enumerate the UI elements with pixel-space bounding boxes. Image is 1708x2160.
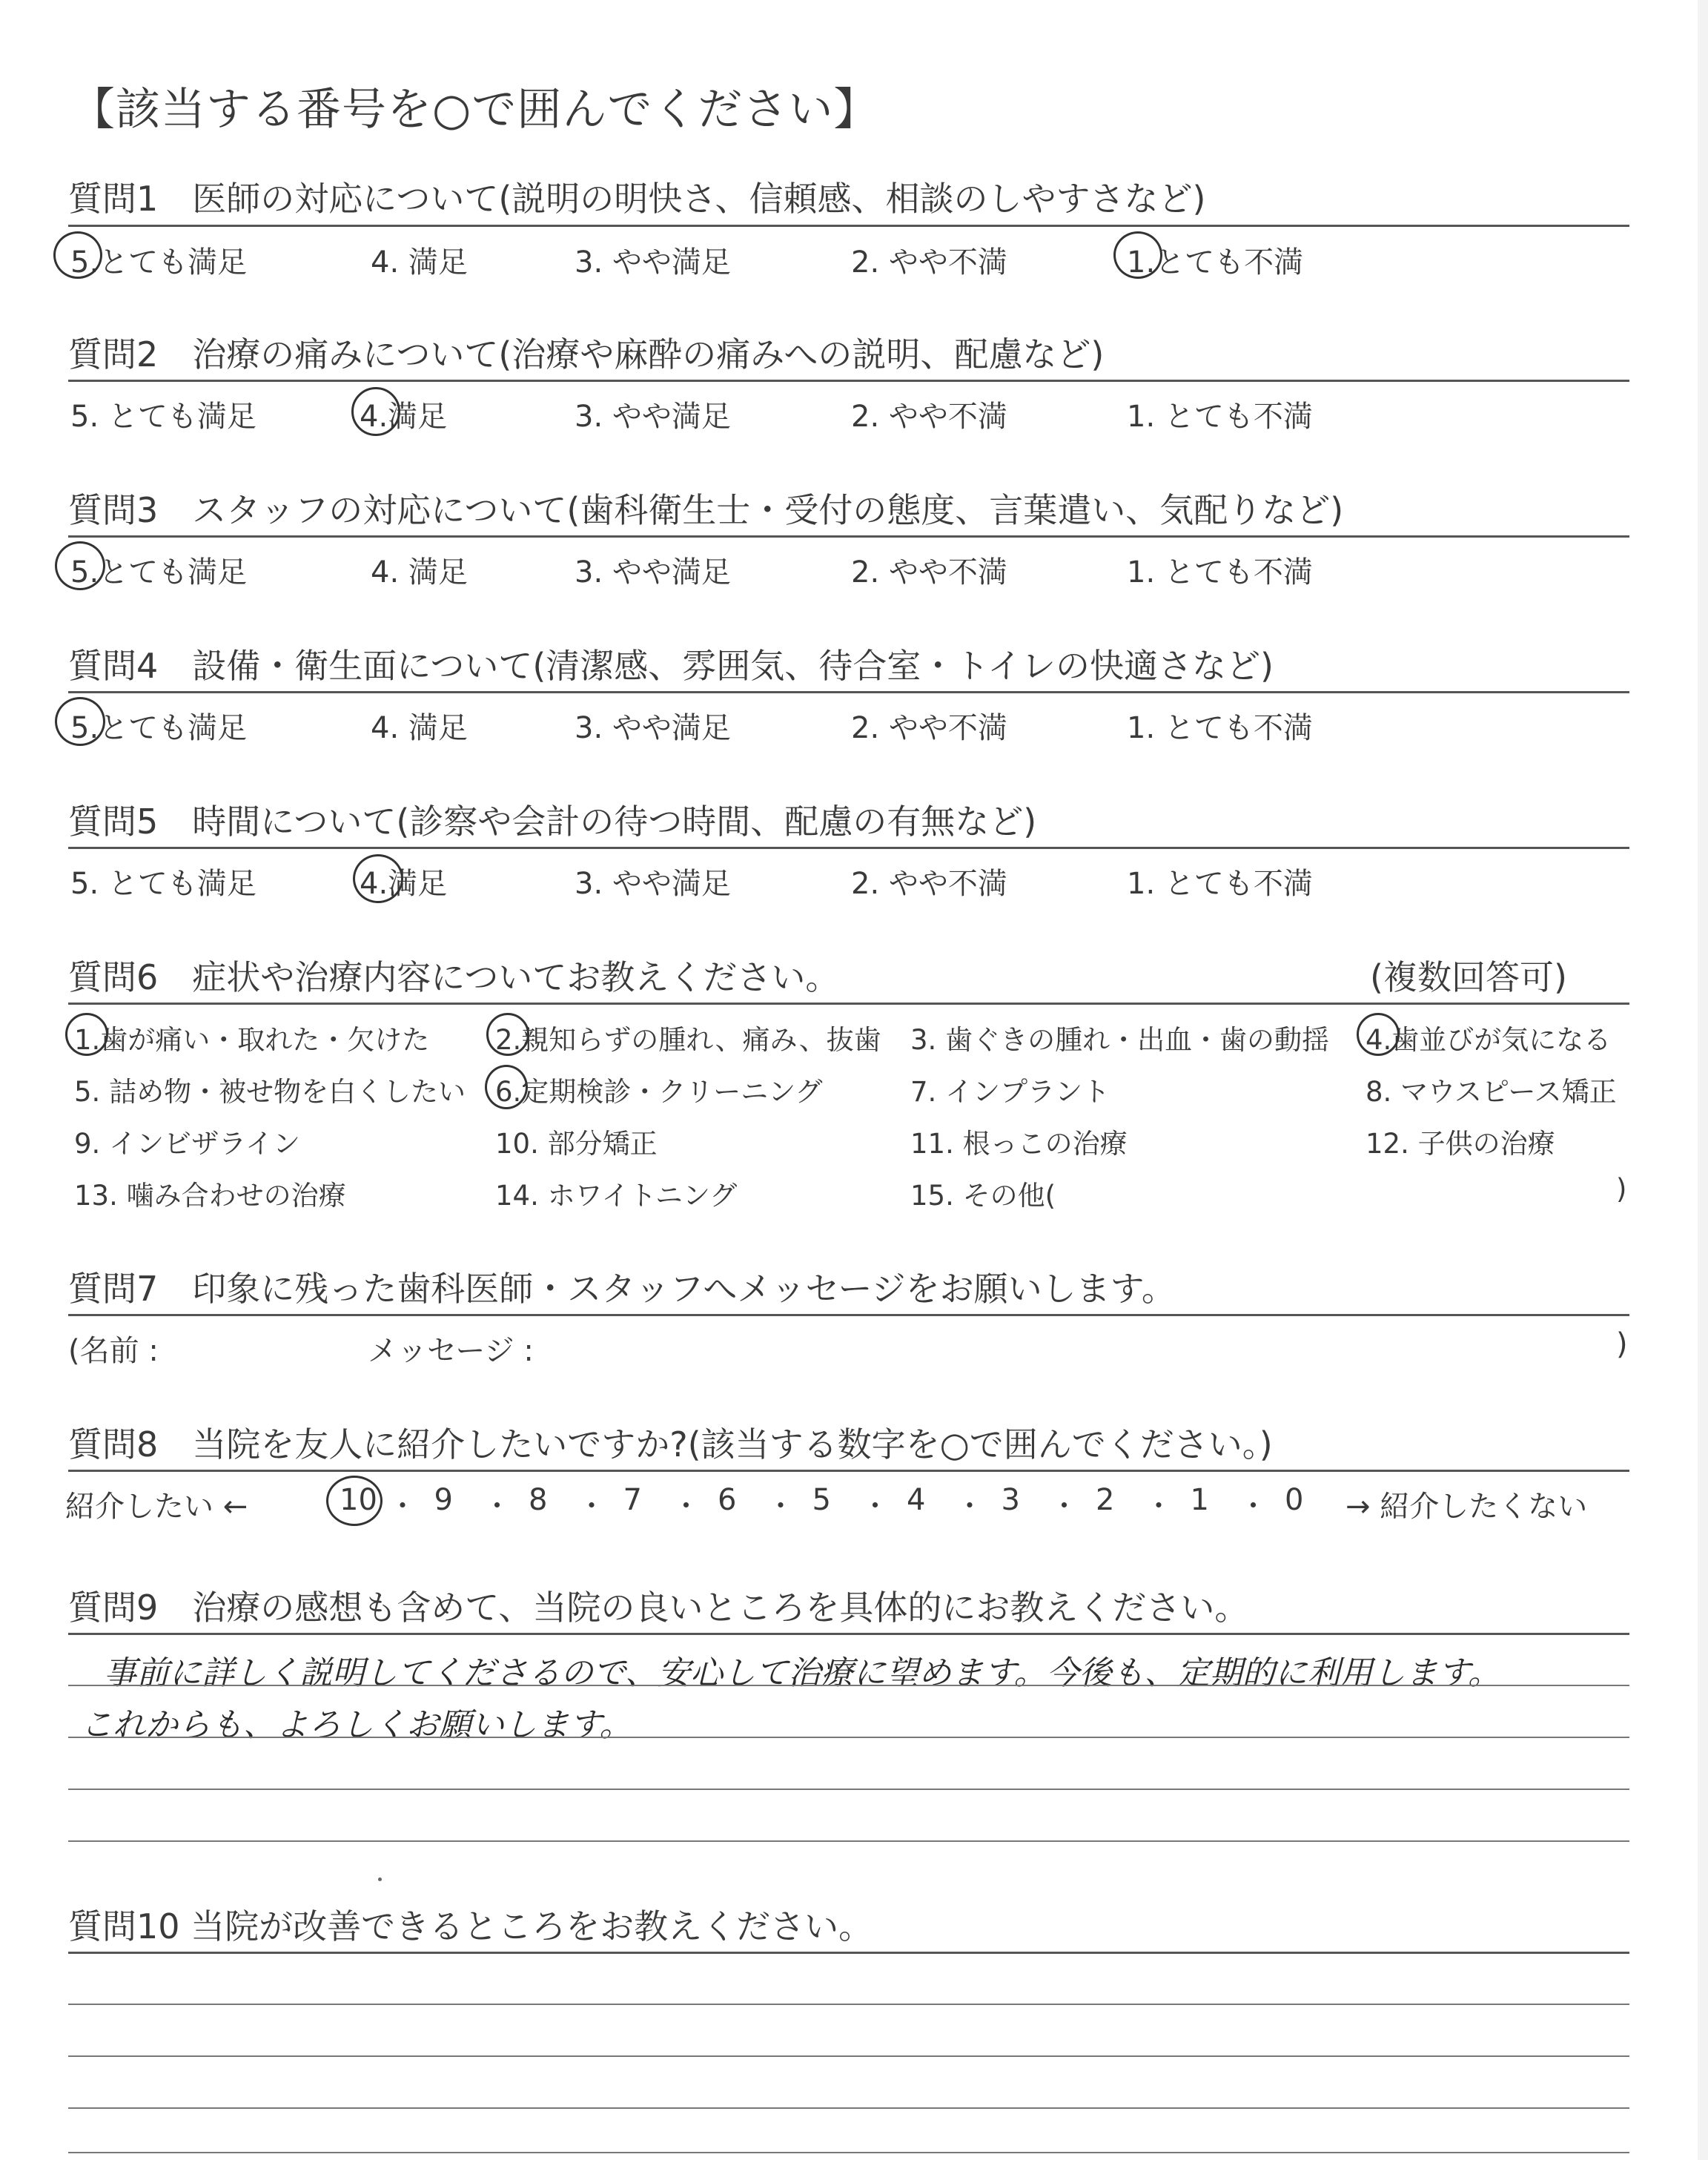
- q10-answer-rule-2: [68, 2055, 1629, 2057]
- form-header: 【該当する番号を○で囲んでください】: [70, 84, 879, 136]
- scan-dot: [378, 1877, 382, 1881]
- q3-selection-circle: [55, 541, 105, 590]
- q5-option-5[interactable]: 5. とても満足: [70, 867, 256, 901]
- q10-answer-rule-3: [68, 2107, 1629, 2109]
- q9-answer-line-1: 事前に詳しく説明してくださるので、安心して治療に望めます。今後も、定期的に利用します。: [104, 1654, 1501, 1692]
- q6-item-9[interactable]: 9. インビザライン: [74, 1128, 300, 1160]
- q8-scale-6[interactable]: 6: [718, 1483, 737, 1517]
- question-8-rule: [68, 1470, 1629, 1472]
- q1-option-4[interactable]: 4. 満足: [371, 245, 468, 280]
- q6-item-10[interactable]: 10. 部分矯正: [495, 1128, 658, 1160]
- question-2-rule: [68, 380, 1629, 382]
- q7-message-label: メッセージ :: [368, 1334, 534, 1368]
- question-6-title: 質問6 症状や治療内容についてお教えください。: [68, 957, 840, 997]
- q5-option-4[interactable]: 4.満足: [360, 867, 448, 901]
- q6-selection-circle-6: [485, 1065, 528, 1109]
- question-7-rule: [68, 1314, 1629, 1316]
- q8-scale-separator: ・: [388, 1490, 417, 1522]
- q1-selection-circle: [53, 231, 102, 279]
- question-7-title: 質問7 印象に残った歯科医師・スタッフへメッセージをお願いします。: [68, 1269, 1176, 1309]
- question-2-title: 質問2 治療の痛みについて(治療や麻酔の痛みへの説明、配慮など): [68, 334, 1105, 374]
- q3-option-4[interactable]: 4. 満足: [371, 555, 468, 589]
- scan-edge: [1698, 0, 1708, 2160]
- q9-answer-rule-3: [68, 1789, 1629, 1790]
- q6-item-1[interactable]: 1.歯が痛い・取れた・欠けた: [74, 1024, 430, 1056]
- q6-item-2[interactable]: 2.親知らずの腫れ、痛み、抜歯: [495, 1024, 881, 1056]
- q2-selection-circle: [351, 387, 400, 436]
- q7-name-label: (名前 :: [68, 1334, 159, 1368]
- q3-option-1[interactable]: 1. とても不満: [1127, 555, 1313, 589]
- q2-option-1[interactable]: 1. とても不満: [1127, 400, 1313, 434]
- question-3-title: 質問3 スタッフの対応について(歯科衛生士・受付の態度、言葉遣い、気配りなど): [68, 490, 1344, 530]
- q6-other-close: ): [1616, 1173, 1627, 1205]
- q8-scale-separator: ・: [1050, 1490, 1079, 1522]
- q6-item-15[interactable]: 15. その他(: [910, 1180, 1056, 1212]
- q4-option-4[interactable]: 4. 満足: [371, 711, 468, 745]
- q6-item-13[interactable]: 13. 噛み合わせの治療: [74, 1180, 346, 1212]
- q8-scale-5[interactable]: 5: [812, 1483, 831, 1517]
- q9-answer-line-2: これからも、よろしくお願いします。: [80, 1706, 632, 1744]
- q3-option-2[interactable]: 2. やや不満: [851, 555, 1007, 589]
- q2-option-5[interactable]: 5. とても満足: [70, 400, 256, 434]
- q6-item-3[interactable]: 3. 歯ぐきの腫れ・出血・歯の動揺: [910, 1024, 1330, 1056]
- q10-answer-rule-4: [68, 2152, 1629, 2153]
- q8-scale-3[interactable]: 3: [1001, 1483, 1020, 1517]
- question-10-rule: [68, 1952, 1629, 1954]
- q8-right-label: → 紹介したくない: [1345, 1490, 1588, 1524]
- q6-item-4[interactable]: 4.歯並びが気になる: [1366, 1024, 1612, 1056]
- q2-option-2[interactable]: 2. やや不満: [851, 400, 1007, 434]
- q6-item-14[interactable]: 14. ホワイトニング: [495, 1180, 738, 1212]
- q6-selection-circle-2: [486, 1013, 529, 1056]
- q6-item-7[interactable]: 7. インプラント: [910, 1076, 1110, 1108]
- q4-selection-circle: [55, 697, 105, 746]
- question-8-title: 質問8 当院を友人に紹介したいですか?(該当する数字を○で囲んでください。): [68, 1424, 1273, 1464]
- q9-answer-rule-1: [68, 1685, 1629, 1686]
- q5-option-3[interactable]: 3. やや満足: [575, 867, 731, 901]
- q9-answer-rule-4: [68, 1840, 1629, 1842]
- q8-scale-8[interactable]: 8: [529, 1483, 548, 1517]
- q6-item-8[interactable]: 8. マウスピース矯正: [1366, 1076, 1617, 1108]
- q4-option-3[interactable]: 3. やや満足: [575, 711, 731, 745]
- question-9-rule: [68, 1633, 1629, 1635]
- q8-scale-1[interactable]: 1: [1190, 1483, 1209, 1517]
- q5-option-2[interactable]: 2. やや不満: [851, 867, 1007, 901]
- question-9-title: 質問9 治療の感想も含めて、当院の良いところを具体的にお教えください。: [68, 1588, 1249, 1628]
- q2-option-3[interactable]: 3. やや満足: [575, 400, 731, 434]
- q1-option-1[interactable]: 1.とても不満: [1127, 245, 1304, 280]
- question-5-rule: [68, 847, 1629, 849]
- q8-scale-separator: ・: [483, 1490, 512, 1522]
- q6-item-6[interactable]: 6.定期検診・クリーニング: [495, 1076, 823, 1108]
- q8-scale-separator: ・: [1145, 1490, 1174, 1522]
- q8-selection-circle: [326, 1476, 383, 1526]
- q8-scale-separator: ・: [767, 1490, 795, 1522]
- q9-answer-rule-2: [68, 1737, 1629, 1738]
- q5-option-1[interactable]: 1. とても不満: [1127, 867, 1313, 901]
- q8-scale-separator: ・: [1239, 1490, 1268, 1522]
- q6-selection-circle-1: [65, 1013, 108, 1056]
- q1-option-2[interactable]: 2. やや不満: [851, 245, 1007, 280]
- q6-item-5[interactable]: 5. 詰め物・被せ物を白くしたい: [74, 1076, 466, 1108]
- question-10-title: 質問10 当院が改善できるところをお教えください。: [68, 1906, 873, 1946]
- q2-option-4[interactable]: 4.満足: [360, 400, 448, 434]
- q8-scale-0[interactable]: 0: [1285, 1483, 1304, 1517]
- q3-option-3[interactable]: 3. やや満足: [575, 555, 731, 589]
- q5-selection-circle: [353, 854, 403, 903]
- q6-item-11[interactable]: 11. 根っこの治療: [910, 1128, 1128, 1160]
- q4-option-1[interactable]: 1. とても不満: [1127, 711, 1313, 745]
- question-3-rule: [68, 535, 1629, 538]
- q8-scale-7[interactable]: 7: [623, 1483, 642, 1517]
- q4-option-5[interactable]: 5.とても満足: [70, 711, 248, 745]
- q1-option-3[interactable]: 3. やや満足: [575, 245, 731, 280]
- q8-left-label: 紹介したい ←: [65, 1490, 248, 1524]
- q8-scale-separator: ・: [672, 1490, 701, 1522]
- q3-option-5[interactable]: 5.とても満足: [70, 555, 248, 589]
- q8-scale-separator: ・: [956, 1490, 984, 1522]
- q10-answer-rule-1: [68, 2004, 1629, 2005]
- question-6-rule: [68, 1003, 1629, 1005]
- q8-scale-separator: ・: [861, 1490, 890, 1522]
- q1-option-5[interactable]: 5.とても満足: [70, 245, 248, 280]
- q6-item-12[interactable]: 12. 子供の治療: [1366, 1128, 1555, 1160]
- question-6-note: (複数回答可): [1370, 957, 1567, 997]
- question-1-title: 質問1 医師の対応について(説明の明快さ、信頼感、相談のしやすさなど): [68, 179, 1206, 219]
- q8-scale-10[interactable]: 10: [340, 1483, 377, 1517]
- question-4-rule: [68, 691, 1629, 693]
- q8-scale-2[interactable]: 2: [1096, 1483, 1115, 1517]
- q8-scale-separator: ・: [577, 1490, 606, 1522]
- q4-option-2[interactable]: 2. やや不満: [851, 711, 1007, 745]
- q8-scale-4[interactable]: 4: [907, 1483, 926, 1517]
- question-5-title: 質問5 時間について(診察や会計の待つ時間、配慮の有無など): [68, 802, 1037, 842]
- q1-selection-circle-2: [1113, 231, 1162, 279]
- q6-selection-circle-4: [1357, 1013, 1400, 1056]
- q8-scale-9[interactable]: 9: [434, 1483, 453, 1517]
- question-1-rule: [68, 225, 1629, 227]
- q7-close: ): [1616, 1327, 1628, 1361]
- question-4-title: 質問4 設備・衛生面について(清潔感、雰囲気、待合室・トイレの快適さなど): [68, 646, 1274, 686]
